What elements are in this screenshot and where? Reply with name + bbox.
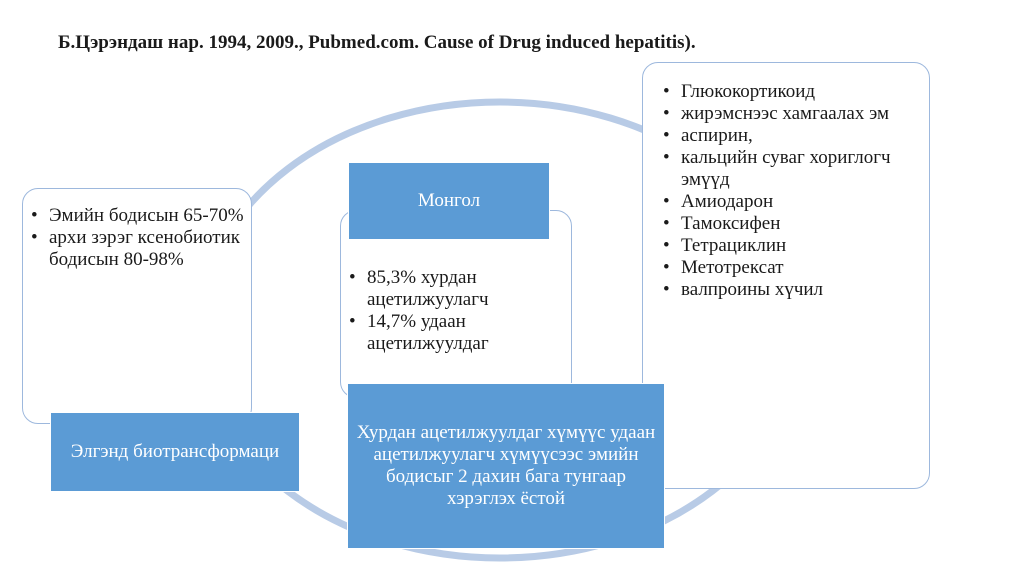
- left-label: Элгэнд биотрансформаци: [50, 412, 300, 492]
- list-item: • Метотрексат: [661, 257, 925, 279]
- list-item: • жирэмснээс хамгаалах эм: [661, 103, 925, 125]
- list-item: • Амиодарон: [661, 191, 925, 213]
- list-item: • аспирин,: [661, 125, 925, 147]
- list-item: • Тетрациклин: [661, 235, 925, 257]
- list-item: • архи зэрэг ксенобиотик бодисын 80-98%: [29, 227, 247, 271]
- list-item: • 14,7% удаан ацетилжуулдаг: [347, 311, 567, 355]
- list-item: • Эмийн бодисын 65-70%: [29, 205, 247, 227]
- page-title: Б.Цэрэндаш нар. 1994, 2009., Pubmed.com. Cause of Drug induced hepatitis).: [58, 32, 696, 53]
- list-item: • валпроины хүчил: [661, 279, 925, 301]
- list-item: • 85,3% хурдан ацетилжуулагч: [347, 267, 567, 311]
- list-item: • кальцийн суваг хориглогч эмүүд: [661, 147, 925, 191]
- right-textbox: [642, 62, 930, 489]
- list-item: • Глюкокортикоид: [661, 81, 925, 103]
- middle-label: Монгол: [348, 162, 550, 240]
- list-item: • Тамоксифен: [661, 213, 925, 235]
- left-textbox: [22, 188, 252, 424]
- middle-note: Хурдан ацетилжуулдаг хүмүүс удаан ацетилжуулагч хүмүүсээс эмийн бодисыг 2 дахин бага тунгаар хэрэглэх ёстой: [347, 383, 665, 549]
